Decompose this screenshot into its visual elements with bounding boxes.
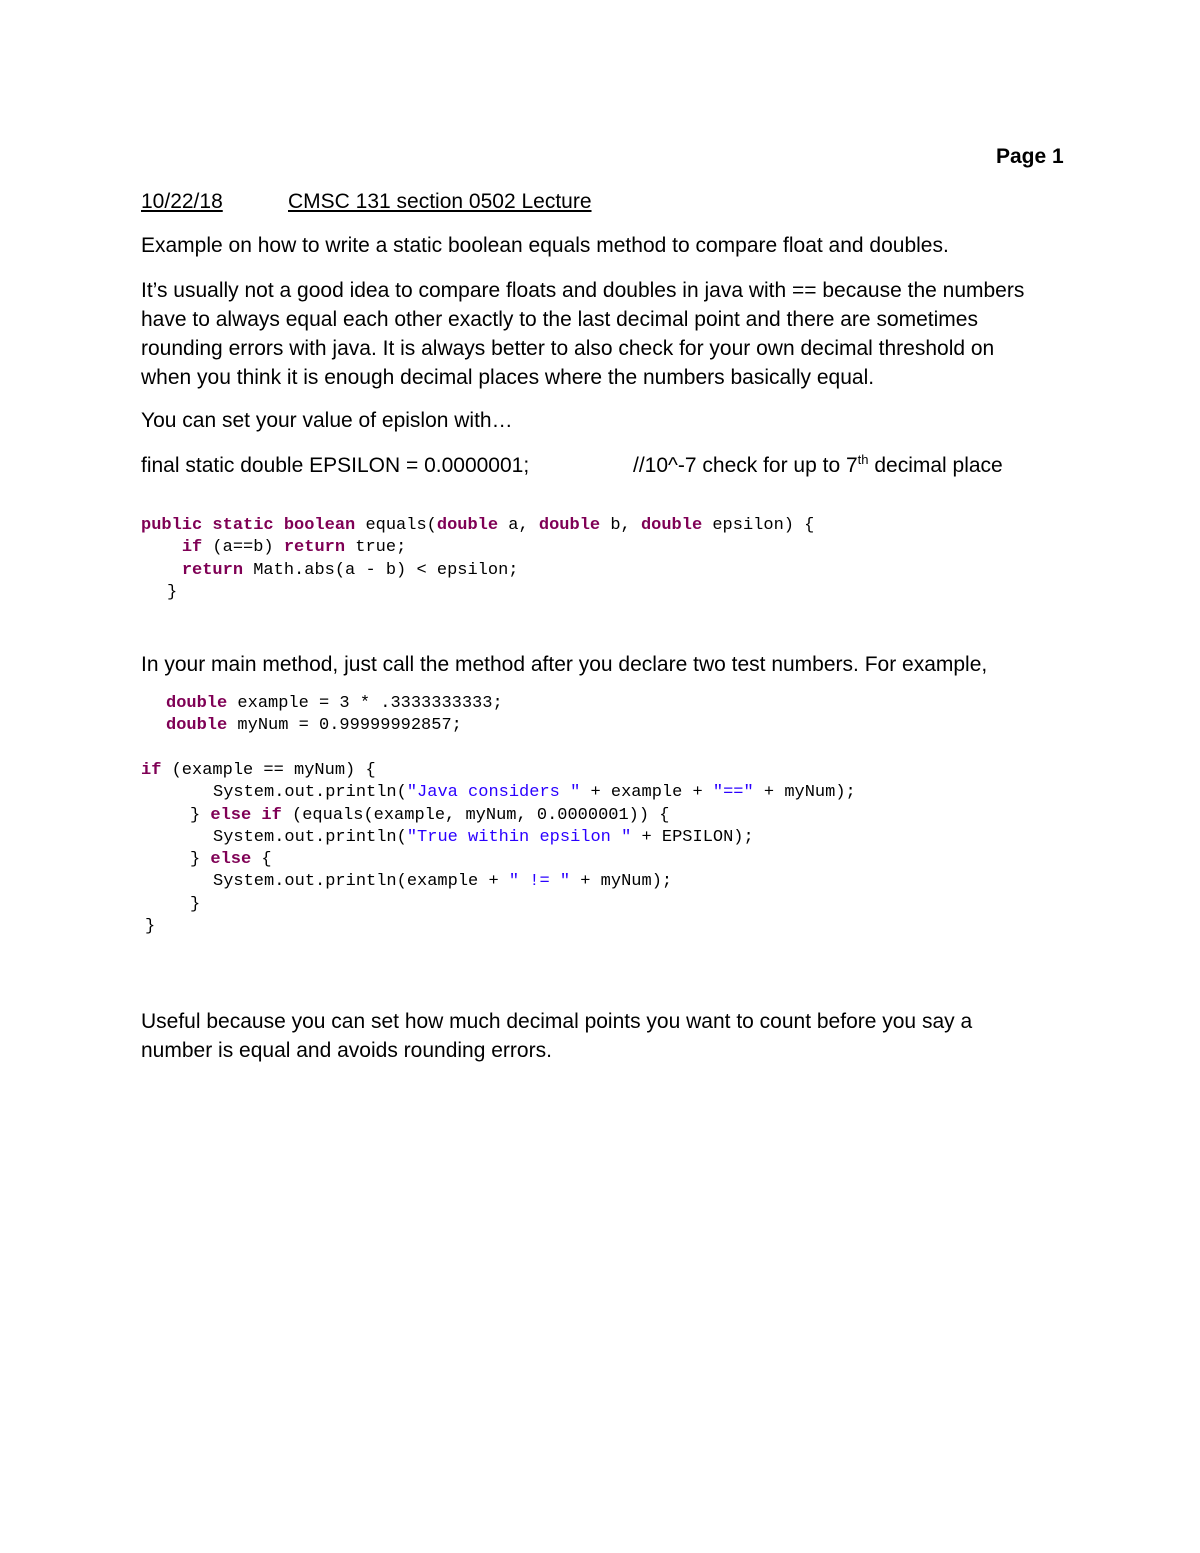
explanation-line: when you think it is enough decimal places where the numbers basically equal. (141, 366, 875, 389)
code-line: System.out.println("Java considers " + example + "==" + myNum); (213, 783, 856, 803)
main-method-intro: In your main method, just call the method after you declare two test numbers. For example, (141, 653, 988, 676)
lecture-date: 10/22/18 (141, 190, 223, 213)
code-line: double myNum = 0.99999992857; (166, 716, 462, 736)
conclusion-line: number is equal and avoids rounding errors. (141, 1039, 552, 1062)
code-line: System.out.println("True within epsilon " + EPSILON); (213, 827, 754, 847)
code-line: if (example == myNum) { (141, 761, 376, 780)
epsilon-intro: You can set your value of epislon with… (141, 409, 513, 432)
code-line: } (167, 582, 178, 602)
code-if-block (141, 760, 856, 938)
conclusion-paragraph (141, 1007, 972, 1065)
page-number: Page 1 (996, 145, 1064, 168)
code-line: } else if (equals(example, myNum, 0.0000001)) { (190, 805, 670, 825)
code-line: return Math.abs(a - b) < epsilon; (181, 560, 519, 580)
epsilon-declaration: final static double EPSILON = 0.0000001; (141, 454, 530, 477)
epsilon-comment: //10^-7 check for up to 7th decimal place (633, 452, 1003, 477)
intro-paragraph: Example on how to write a static boolean equals method to compare float and doubles. (141, 234, 949, 257)
code-line: if (a==b) return true; (181, 538, 407, 558)
code-line: double example = 3 * .3333333333; (166, 694, 503, 713)
explanation-line: have to always equal each other exactly to the last decimal point and there are sometimes (141, 308, 978, 331)
code-line: } else { (190, 850, 272, 870)
code-line: public static boolean equals(double a, double b, double epsilon) { (141, 516, 815, 535)
code-equals-method (141, 515, 814, 604)
explanation-line: rounding errors with java. It is always better to also check for your own decimal threshold on (141, 337, 995, 360)
course-title: CMSC 131 section 0502 Lecture (288, 190, 592, 213)
explanation-paragraph (141, 276, 1024, 392)
code-line: } (145, 917, 156, 937)
explanation-line: It’s usually not a good idea to compare floats and doubles in java with == because the numbers (141, 279, 1025, 302)
code-line: } (190, 894, 201, 914)
code-declarations (166, 693, 503, 738)
code-line: System.out.println(example + " != " + myNum); (213, 872, 673, 892)
conclusion-line: Useful because you can set how much decimal points you want to count before you say a (141, 1010, 973, 1033)
